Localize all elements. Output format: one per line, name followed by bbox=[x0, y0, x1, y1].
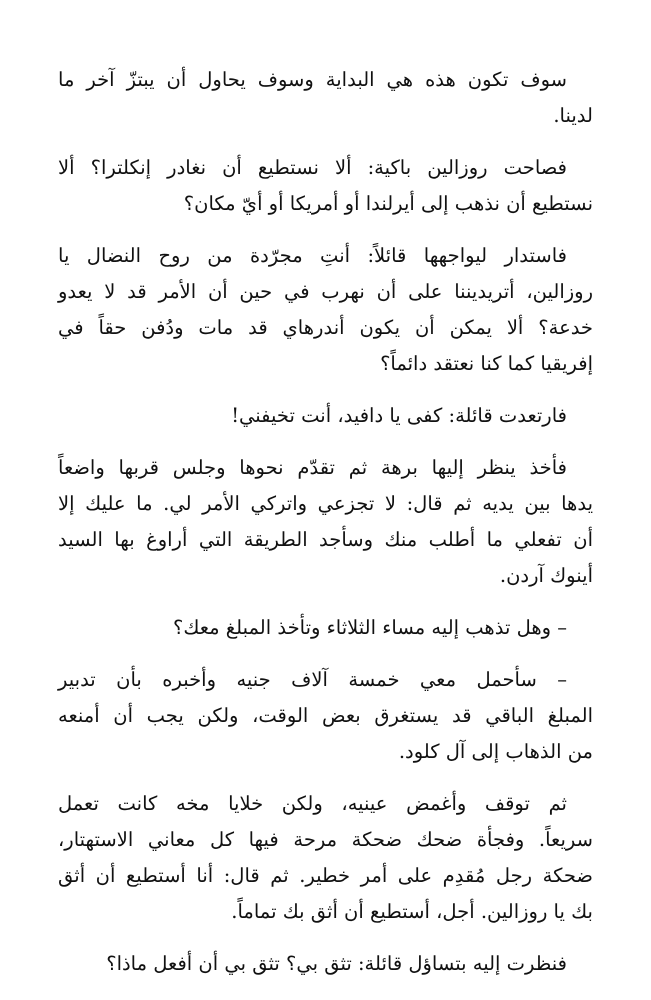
text-line: أينوك آردن. bbox=[499, 564, 593, 587]
text-line: ثم توقف وأغمض عينيه، ولكن خلايا مخه كانت تعمل bbox=[58, 792, 567, 815]
paragraph bbox=[58, 610, 593, 646]
text-line: فنظرت إليه بتساؤل قائلة: تثق بي؟ تثق بي أن أفعل ماذا؟ bbox=[106, 952, 567, 975]
text-line: روزالين، أتريديننا على أن نهرب في حين أن الأمر قد لا يعدو bbox=[58, 280, 593, 303]
paragraph bbox=[58, 398, 593, 434]
text-line: لدينا. bbox=[553, 104, 593, 127]
text-line: ضحكة رجل مُقدِم على أمر خطير. ثم قال: أنا أستطيع أن أثق bbox=[58, 864, 593, 887]
text-line: من الذهاب إلى آل كلود. bbox=[398, 740, 593, 763]
text-line: المبلغ الباقي قد يستغرق بعض الوقت، ولكن يجب أن أمنعه bbox=[58, 704, 593, 727]
text-line: – سأحمل معي خمسة آلاف جنيه وأخبره بأن تدبير bbox=[58, 668, 567, 691]
text-line: سريعاً. وفجأة ضحك ضحكة مرحة فيها كل معاني الاستهتار، bbox=[58, 828, 593, 851]
text-line: يدها بين يديه ثم قال: لا تجزعي واتركي الأمر لي. ما عليك إلا bbox=[58, 492, 593, 515]
text-line: فارتعدت قائلة: كفى يا دافيد، أنت تخيفني! bbox=[231, 404, 567, 427]
text-line: بك يا روزالين. أجل، أستطيع أن أثق بك تماماً. bbox=[231, 900, 593, 923]
text-line: فأخذ ينظر إليها برهة ثم تقدّم نحوها وجلس قربها واضعاً bbox=[58, 456, 567, 479]
text-line: نستطيع أن نذهب إلى أيرلندا أو أمريكا أو أيّ مكان؟ bbox=[183, 192, 593, 215]
text-line: خدعة؟ ألا يمكن أن يكون أندرهاي قد مات ودُفن حقاً في bbox=[58, 316, 593, 339]
paragraph bbox=[58, 238, 593, 382]
text-line: فصاحت روزالين باكية: ألا نستطيع أن نغادر إنكلترا؟ ألا bbox=[58, 156, 567, 179]
paragraph bbox=[58, 662, 593, 770]
paragraph bbox=[58, 150, 593, 222]
text-line: أن تفعلي ما أطلب منك وسأجد الطريقة التي أراوغ بها السيد bbox=[58, 528, 593, 551]
text-line: إفريقيا كما كنا نعتقد دائماً؟ bbox=[380, 352, 593, 375]
text-line: – وهل تذهب إليه مساء الثلاثاء وتأخذ المبلغ معك؟ bbox=[172, 616, 567, 639]
paragraph bbox=[58, 450, 593, 594]
text-line: فاستدار ليواجهها قائلاً: أنتِ مجرّدة من روح النضال يا bbox=[58, 244, 567, 267]
text-line: سوف تكون هذه هي البداية وسوف يحاول أن يبتزّ آخر ما bbox=[58, 68, 567, 91]
paragraph bbox=[58, 62, 593, 134]
paragraph bbox=[58, 946, 593, 982]
paragraph bbox=[58, 786, 593, 930]
